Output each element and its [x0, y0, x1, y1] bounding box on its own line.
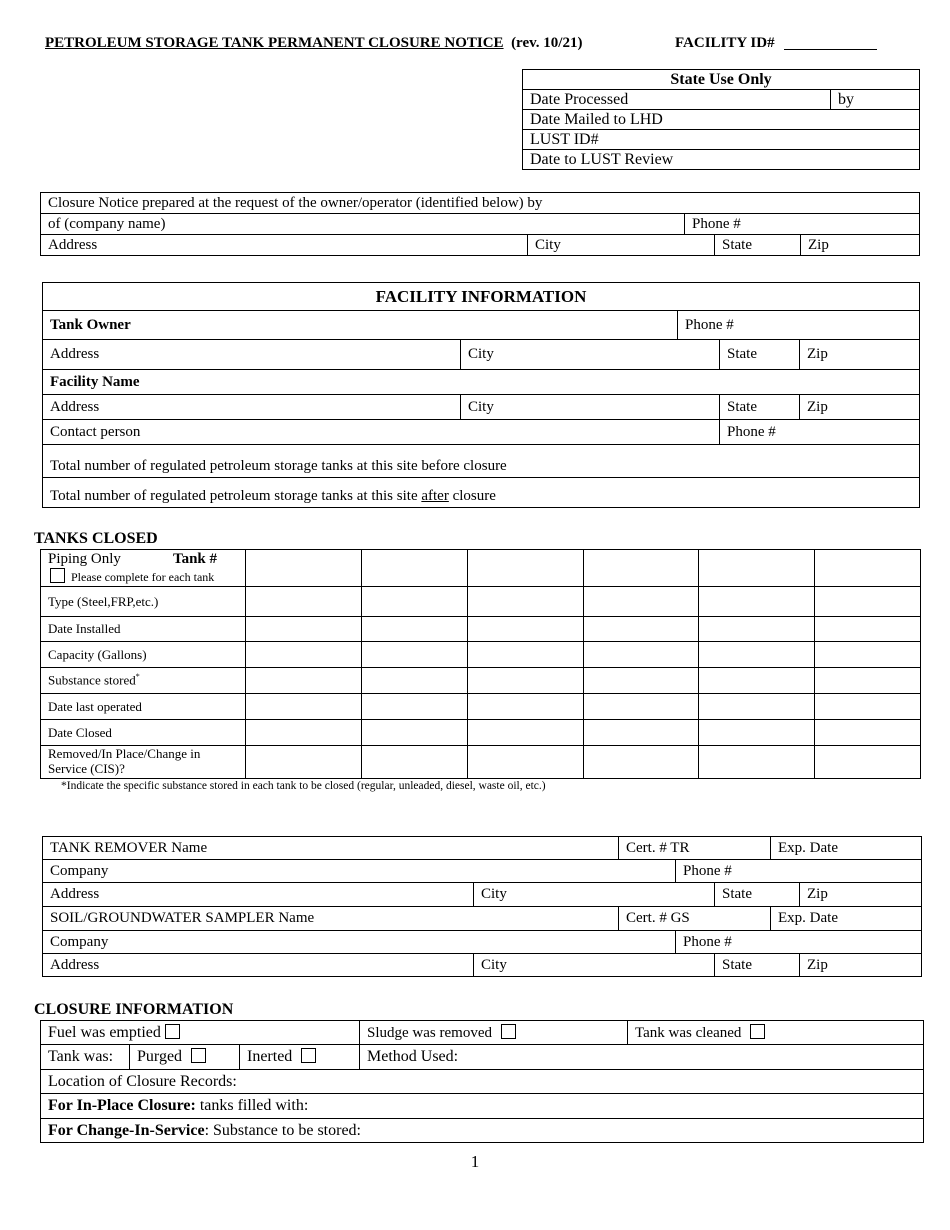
tank-owner-field[interactable]: Tank Owner	[43, 311, 678, 340]
remover-phone-field[interactable]: Phone #	[676, 860, 922, 883]
facility-address-field[interactable]: Address	[43, 395, 461, 420]
tank-cell[interactable]	[584, 720, 699, 746]
row-label-substance: Substance stored*	[41, 668, 246, 694]
inerted-item[interactable]: Inerted	[240, 1045, 360, 1070]
tanks-closed-title: TANKS CLOSED	[34, 530, 158, 547]
sampler-phone-field[interactable]: Phone #	[676, 931, 922, 954]
remover-exp-date-field[interactable]: Exp. Date	[771, 837, 922, 860]
date-processed-field[interactable]: Date Processed	[523, 90, 831, 110]
tank-cell[interactable]	[815, 642, 921, 668]
prepared-company-field[interactable]: of (company name)	[41, 214, 685, 235]
in-place-closure-field[interactable]: For In-Place Closure: tanks filled with:	[41, 1094, 924, 1119]
tank-cell[interactable]	[468, 642, 584, 668]
owner-address-field[interactable]: Address	[43, 340, 461, 370]
remover-sampler-table	[42, 836, 922, 977]
facility-info-title: FACILITY INFORMATION	[43, 283, 920, 311]
piping-only-checkbox[interactable]	[50, 568, 65, 583]
owner-zip-field[interactable]: Zip	[800, 340, 920, 370]
prepared-address-field[interactable]: Address	[41, 235, 528, 256]
owner-city-field[interactable]: City	[461, 340, 720, 370]
method-used-field[interactable]: Method Used:	[360, 1045, 924, 1070]
tank-cell[interactable]	[362, 642, 468, 668]
tank-cell[interactable]	[699, 550, 815, 587]
row-label-last-operated: Date last operated	[41, 694, 246, 720]
tank-cell[interactable]	[815, 746, 921, 779]
closure-info-table	[40, 1020, 924, 1143]
remover-address-field[interactable]: Address	[43, 883, 474, 907]
row-label-type: Type (Steel,FRP,etc.)	[41, 587, 246, 617]
tank-cell[interactable]	[246, 550, 362, 587]
state-use-title: State Use Only	[523, 70, 920, 90]
tank-cell[interactable]	[584, 617, 699, 642]
remover-state-field[interactable]: State	[715, 883, 800, 907]
tank-cell[interactable]	[584, 550, 699, 587]
facility-id-input[interactable]	[784, 49, 877, 50]
tank-cell[interactable]	[815, 668, 921, 694]
closure-info-title: CLOSURE INFORMATION	[34, 1001, 234, 1018]
cert-tr-field[interactable]: Cert. # TR	[619, 837, 771, 860]
tank-cell[interactable]	[699, 668, 815, 694]
prepared-phone-field[interactable]: Phone #	[685, 214, 920, 235]
tank-cell[interactable]	[246, 617, 362, 642]
fuel-emptied-checkbox[interactable]	[165, 1024, 180, 1039]
prepared-state-field[interactable]: State	[715, 235, 801, 256]
facility-zip-field[interactable]: Zip	[800, 395, 920, 420]
purged-item[interactable]: Purged	[130, 1045, 240, 1070]
tank-cell[interactable]	[246, 694, 362, 720]
tank-cell[interactable]	[699, 746, 815, 779]
tank-cell[interactable]	[362, 746, 468, 779]
prepared-by-table	[40, 192, 920, 256]
tank-cell[interactable]	[699, 720, 815, 746]
tank-cell[interactable]	[468, 746, 584, 779]
tank-cell[interactable]	[468, 720, 584, 746]
sampler-address-field[interactable]: Address	[43, 954, 474, 977]
page-number: 1	[470, 1152, 480, 1171]
row-label-date-installed: Date Installed	[41, 617, 246, 642]
tank-cell[interactable]	[699, 694, 815, 720]
tank-cell[interactable]	[468, 617, 584, 642]
tank-cell[interactable]	[246, 642, 362, 668]
sludge-removed-item[interactable]: Sludge was removed	[360, 1021, 628, 1045]
sampler-name-field[interactable]: SOIL/GROUNDWATER SAMPLER Name	[43, 907, 619, 931]
tank-cell[interactable]	[815, 720, 921, 746]
tank-cell[interactable]	[468, 550, 584, 587]
tank-cleaned-checkbox[interactable]	[750, 1024, 765, 1039]
state-use-table	[522, 69, 920, 170]
tank-cell[interactable]	[815, 550, 921, 587]
date-mailed-field[interactable]: Date Mailed to LHD	[523, 110, 920, 130]
tank-cell[interactable]	[815, 587, 921, 617]
tank-cell[interactable]	[584, 746, 699, 779]
processed-by-field[interactable]: by	[831, 90, 920, 110]
tank-was-label: Tank was:	[41, 1045, 130, 1070]
tank-cell[interactable]	[246, 587, 362, 617]
prepared-zip-field[interactable]: Zip	[801, 235, 920, 256]
tank-number-label: Tank #	[172, 551, 217, 567]
tank-cell[interactable]	[246, 720, 362, 746]
inerted-checkbox[interactable]	[301, 1048, 316, 1063]
total-after-field[interactable]: Total number of regulated petroleum storage tanks at this site after closure	[43, 478, 920, 508]
sampler-company-field[interactable]: Company	[43, 931, 676, 954]
fuel-emptied-item[interactable]: Fuel was emptied	[41, 1021, 360, 1045]
sludge-removed-checkbox[interactable]	[501, 1024, 516, 1039]
owner-state-field[interactable]: State	[720, 340, 800, 370]
tank-cell[interactable]	[584, 694, 699, 720]
piping-only-label: Piping Only	[48, 551, 121, 567]
closure-records-field[interactable]: Location of Closure Records:	[41, 1070, 924, 1094]
lust-id-field[interactable]: LUST ID#	[523, 130, 920, 150]
cert-gs-field[interactable]: Cert. # GS	[619, 907, 771, 931]
tank-cell[interactable]	[246, 746, 362, 779]
substance-footnote: *Indicate the specific substance stored in each tank to be closed (regular, unleaded, diesel, waste oil, etc.)	[61, 780, 546, 792]
tank-cell[interactable]	[468, 587, 584, 617]
sampler-zip-field[interactable]: Zip	[800, 954, 922, 977]
tank-cell[interactable]	[699, 642, 815, 668]
remover-city-field[interactable]: City	[474, 883, 715, 907]
tank-cell[interactable]	[815, 617, 921, 642]
row-label-removed: Removed/In Place/Change in Service (CIS)?	[41, 746, 246, 779]
tank-cell[interactable]	[246, 668, 362, 694]
facility-state-field[interactable]: State	[720, 395, 800, 420]
sampler-state-field[interactable]: State	[715, 954, 800, 977]
tank-cell[interactable]	[468, 694, 584, 720]
contact-person-field[interactable]: Contact person	[43, 420, 720, 445]
change-in-service-field[interactable]: For Change-In-Service: Substance to be stored:	[41, 1119, 924, 1143]
tank-cell[interactable]	[362, 720, 468, 746]
tank-cell[interactable]	[468, 668, 584, 694]
date-lust-review-field[interactable]: Date to LUST Review	[523, 150, 920, 170]
tank-cell[interactable]	[699, 587, 815, 617]
remover-company-field[interactable]: Company	[43, 860, 676, 883]
prepared-city-field[interactable]: City	[528, 235, 715, 256]
row-label-capacity: Capacity (Gallons)	[41, 642, 246, 668]
tank-cell[interactable]	[362, 550, 468, 587]
facility-id-label: FACILITY ID#	[675, 35, 775, 51]
row-label-date-closed: Date Closed	[41, 720, 246, 746]
tank-cell[interactable]	[362, 587, 468, 617]
tanks-closed-table	[40, 549, 921, 779]
sampler-city-field[interactable]: City	[474, 954, 715, 977]
owner-phone-field[interactable]: Phone #	[678, 311, 920, 340]
sampler-exp-date-field[interactable]: Exp. Date	[771, 907, 922, 931]
purged-checkbox[interactable]	[191, 1048, 206, 1063]
tank-cell[interactable]	[584, 642, 699, 668]
facility-city-field[interactable]: City	[461, 395, 720, 420]
tank-cell[interactable]	[584, 668, 699, 694]
revision: (rev. 10/21)	[511, 35, 583, 51]
total-before-field[interactable]: Total number of regulated petroleum storage tanks at this site before closure	[43, 445, 920, 478]
page-title: PETROLEUM STORAGE TANK PERMANENT CLOSURE NOTICE (rev. 10/21)	[45, 35, 583, 51]
tank-cell[interactable]	[699, 617, 815, 642]
facility-info-table	[42, 282, 920, 508]
tank-cell[interactable]	[362, 617, 468, 642]
contact-phone-field[interactable]: Phone #	[720, 420, 920, 445]
tank-remover-name-field[interactable]: TANK REMOVER Name	[43, 837, 619, 860]
remover-zip-field[interactable]: Zip	[800, 883, 922, 907]
tank-cleaned-item[interactable]: Tank was cleaned	[628, 1021, 924, 1045]
tank-cell[interactable]	[584, 587, 699, 617]
piping-tank-header: Piping Only Tank # Please complete for each tank	[41, 550, 246, 587]
tank-cell[interactable]	[362, 694, 468, 720]
tank-cell[interactable]	[362, 668, 468, 694]
tank-cell[interactable]	[815, 694, 921, 720]
facility-name-field[interactable]: Facility Name	[43, 370, 920, 395]
prepared-by-field[interactable]: Closure Notice prepared at the request of the owner/operator (identified below) by	[41, 193, 920, 214]
